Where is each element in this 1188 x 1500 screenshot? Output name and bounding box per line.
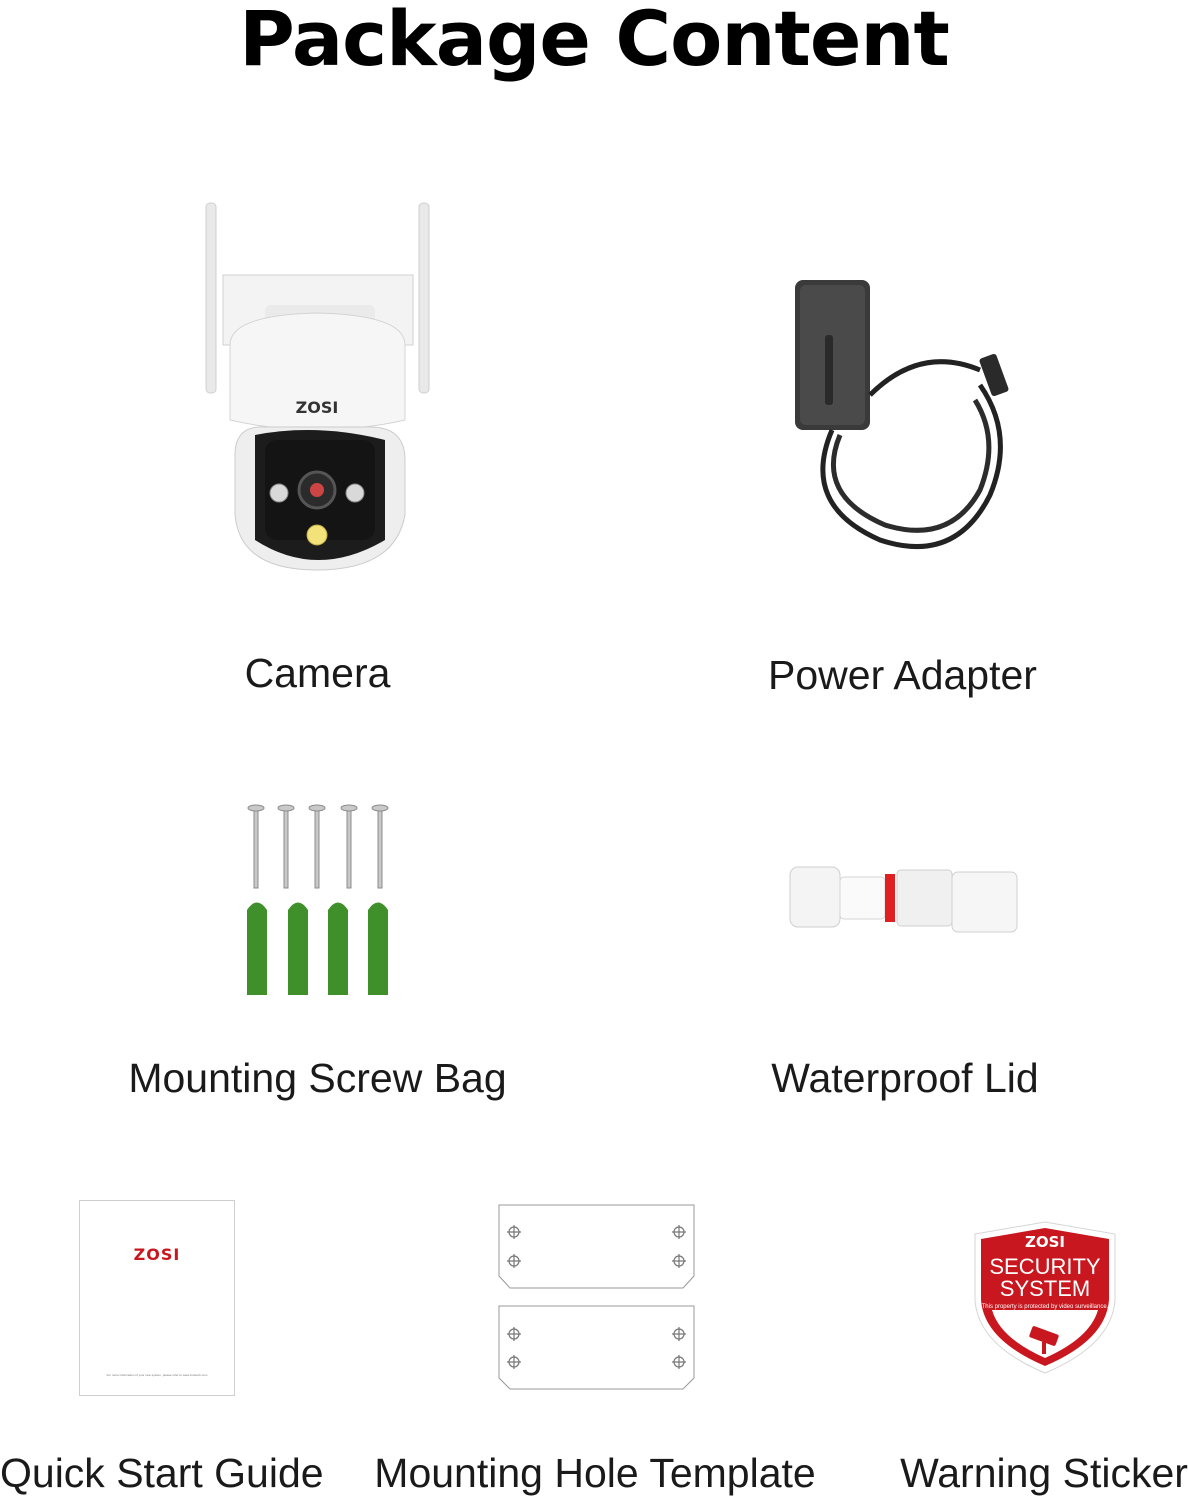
sticker-small-text: This property is protected by video surveillance. <box>981 1304 1109 1310</box>
waterproof-lid-image <box>785 862 1025 937</box>
waterproof-lid-label: Waterproof Lid <box>771 1055 1039 1101</box>
hole-template-image <box>498 1204 696 1390</box>
power-adapter-image <box>780 275 1040 565</box>
camera-image <box>195 195 440 580</box>
warning-sticker-image <box>972 1220 1118 1375</box>
power-adapter-label: Power Adapter <box>768 652 1037 698</box>
camera-brand: ZOSI <box>295 398 339 417</box>
screw-bag-image <box>240 800 400 1000</box>
quick-start-guide-label: Quick Start Guide <box>0 1450 324 1496</box>
sticker-line2: SYSTEM <box>999 1276 1091 1301</box>
camera-label: Camera <box>244 650 391 696</box>
guide-brand: ZOSI <box>133 1245 181 1264</box>
guide-footer-text: For more information of your new system, please refer to www.zositech.com <box>106 1373 208 1377</box>
hole-template-label: Mounting Hole Template <box>374 1450 816 1496</box>
sticker-line1: SECURITY <box>989 1254 1101 1279</box>
sticker-brand: ZOSI <box>1024 1233 1066 1251</box>
warning-sticker-label: Warning Sticker <box>900 1450 1188 1496</box>
screw-bag-label: Mounting Screw Bag <box>128 1055 507 1101</box>
quick-start-guide-image <box>79 1200 235 1396</box>
page-title: Package Content <box>239 0 949 83</box>
